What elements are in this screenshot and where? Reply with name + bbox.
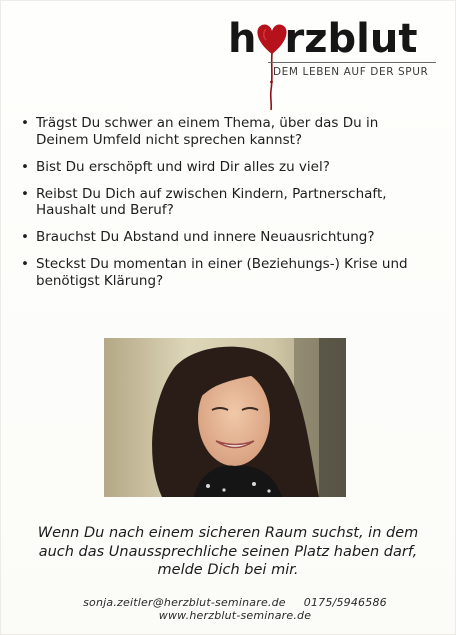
list-item: • Bist Du erschöpft und wird Dir alles zu viel? [20,159,425,176]
list-item: • Steckst Du momentan in einer (Beziehungs-) Krise und benötigst Klärung? [20,256,425,289]
logo-word-end: rzblut [284,16,418,62]
list-item: • Trägst Du schwer an einem Thema, über das Du in Deinem Umfeld nicht sprechen kannst? [20,115,425,148]
closing-message [14,524,442,580]
phone-number[interactable]: 0175/5946586 [303,596,387,609]
website-link[interactable]: www.herzblut-seminare.de [158,609,312,622]
list-item: • Reibst Du Dich auf zwischen Kindern, Partnerschaft, Haushalt und Beruf? [20,186,425,219]
portrait-photo [104,338,346,497]
closing-line: melde Dich bei mir. [157,562,299,578]
logo-divider [268,62,436,63]
closing-line: Wenn Du nach einem sicheren Raum suchst, in dem [37,525,419,541]
question-list [20,115,425,300]
list-item: • Brauchst Du Abstand und innere Neuausrichtung? [20,229,425,246]
logo-tagline: DEM LEBEN AUF DER SPUR [273,66,429,78]
herzblut-logo [228,14,438,109]
closing-line: auch das Unaussprechliche seinen Platz haben darf, [38,543,418,560]
logo-word-start: h [228,16,257,62]
contact-block [40,596,430,622]
email-link[interactable]: sonja.zeitler@herzblut-seminare.de [83,596,286,609]
